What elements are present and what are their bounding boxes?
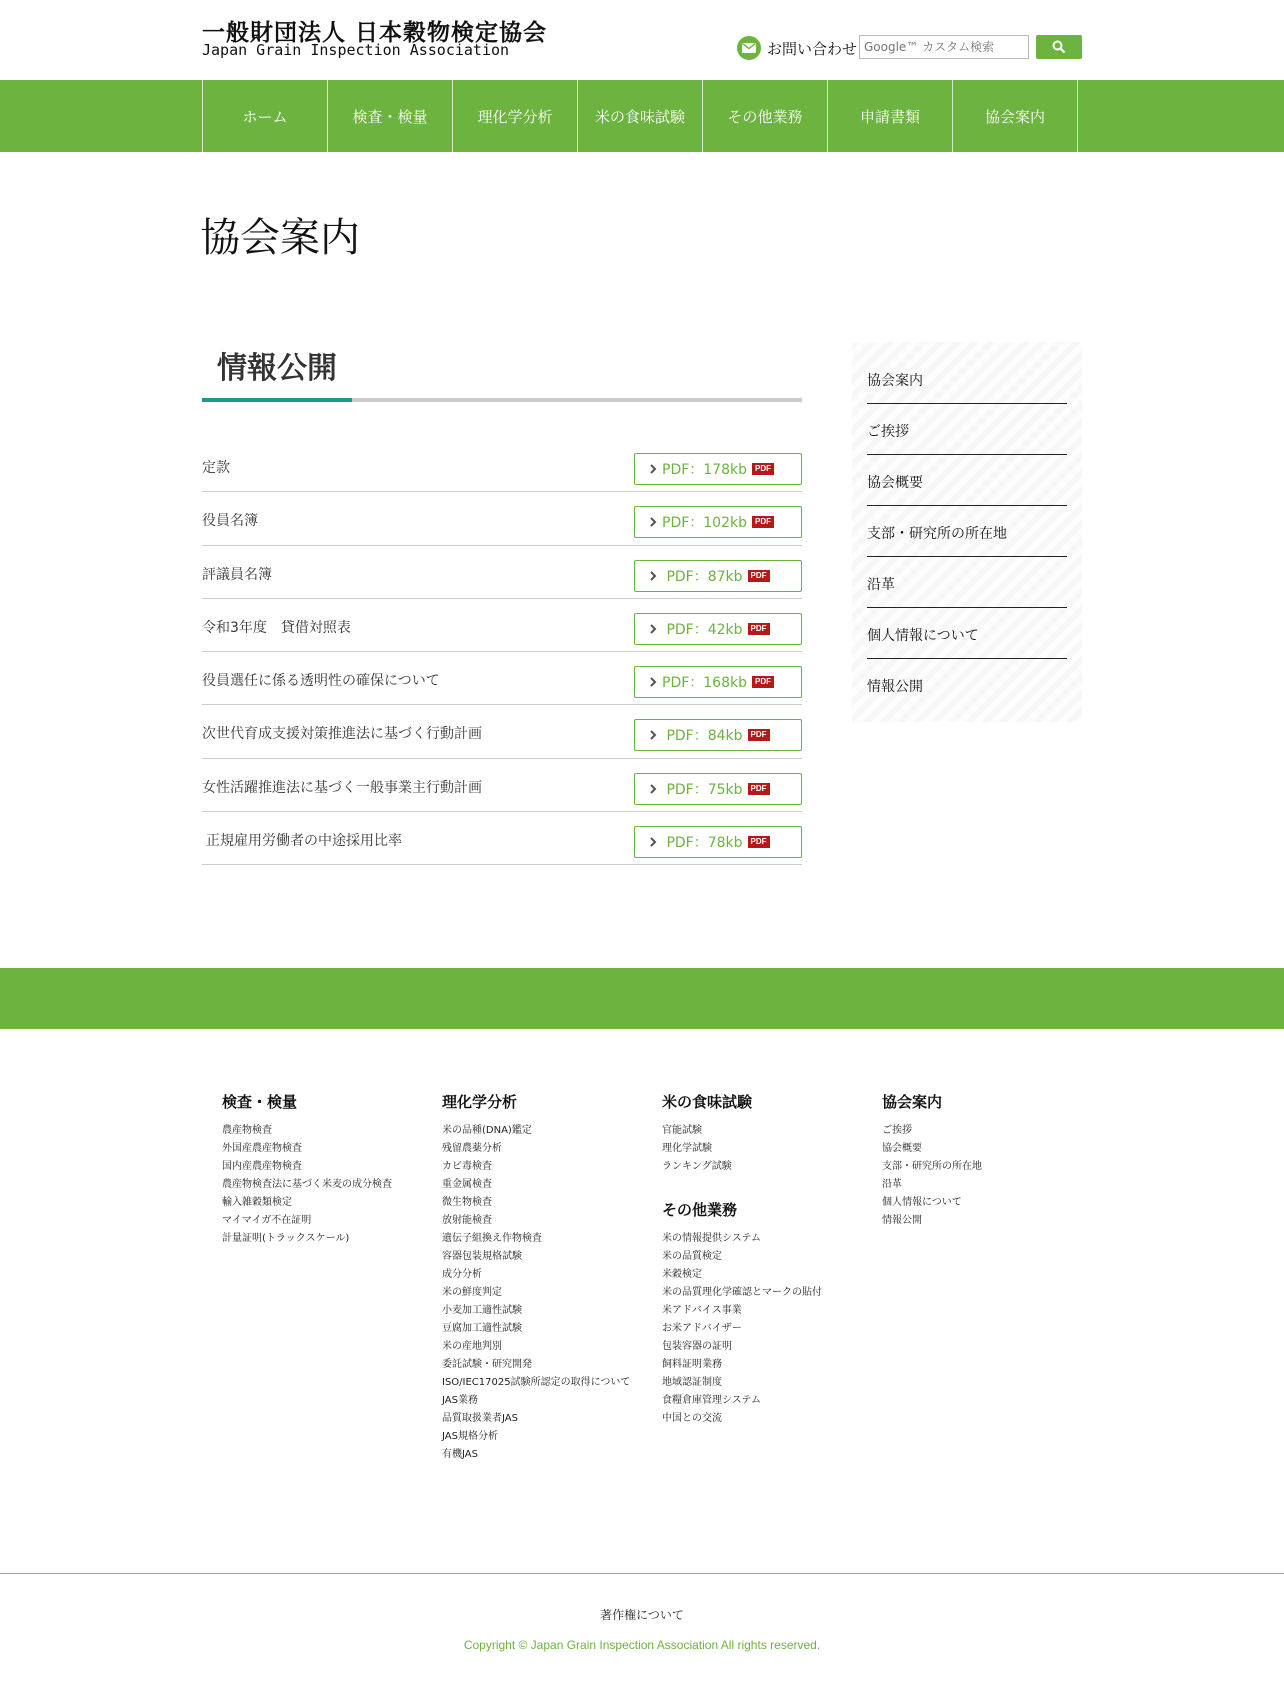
footer-link[interactable]: 微生物検査 xyxy=(442,1197,492,1208)
pdf-size-label: PDF：168kb xyxy=(662,675,747,692)
footer-column-title[interactable]: 理化学分析 xyxy=(442,1093,518,1111)
footer-link[interactable]: マイマイガ不在証明 xyxy=(222,1215,312,1226)
contact-link[interactable] xyxy=(737,36,857,60)
footer-link[interactable]: 支部・研究所の所在地 xyxy=(882,1161,982,1172)
footer-link[interactable]: 計量証明(トラックスケール) xyxy=(222,1233,350,1244)
chevron-right-icon xyxy=(647,836,659,848)
copyright-text: Copyright © Japan Grain Inspection Association All rights reserved. xyxy=(463,1638,821,1652)
pdf-icon: PDF xyxy=(748,570,770,582)
nav-other-services[interactable]: その他業務 xyxy=(703,80,828,152)
footer-link[interactable]: ランキング試験 xyxy=(662,1161,732,1172)
footer-link[interactable]: 米の品質検定 xyxy=(662,1251,722,1262)
pdf-download-button[interactable] xyxy=(634,773,802,805)
footer-link[interactable]: 地域認証制度 xyxy=(662,1377,722,1388)
footer-link[interactable]: 放射能検査 xyxy=(442,1215,492,1226)
footer-link[interactable]: 官能試験 xyxy=(662,1125,702,1136)
chevron-right-icon xyxy=(647,729,659,741)
footer-column-title[interactable]: 協会案内 xyxy=(882,1093,943,1111)
chevron-right-icon xyxy=(647,516,659,528)
contact-label: お問い合わせ xyxy=(767,39,858,58)
footer-column-taste-test xyxy=(662,1092,822,1428)
footer-link-list xyxy=(662,1230,822,1428)
pdf-download-button[interactable] xyxy=(634,560,802,592)
sidebar-item-overview[interactable]: 協会概要 xyxy=(867,455,1067,506)
pdf-icon: PDF xyxy=(748,783,770,795)
document-row xyxy=(202,439,802,492)
sidebar-item-about[interactable]: 協会案内 xyxy=(867,353,1067,404)
nav-analysis[interactable]: 理化学分析 xyxy=(453,80,578,152)
document-row xyxy=(202,492,802,545)
footer-link[interactable]: 包装容器の証明 xyxy=(662,1341,732,1352)
footer-link-list xyxy=(222,1122,392,1248)
logo-title-en[interactable]: Japan Grain Inspection Association xyxy=(202,41,510,59)
pdf-size-label: PDF：42kb xyxy=(666,621,743,638)
document-title: 役員名簿 xyxy=(202,513,258,530)
pdf-download-button[interactable] xyxy=(634,506,802,538)
footer-column-title[interactable]: その他業務 xyxy=(662,1201,738,1219)
footer-link[interactable]: 有機JAS xyxy=(442,1449,478,1460)
footer-link[interactable]: お米アドバイザー xyxy=(662,1323,742,1334)
chevron-right-icon xyxy=(647,623,659,635)
document-title: 令和3年度 貸借対照表 xyxy=(202,619,351,636)
document-title: 役員選任に係る透明性の確保について xyxy=(202,673,440,690)
footer-link[interactable]: 理化学試験 xyxy=(662,1143,712,1154)
page-title: 協会案内 xyxy=(200,215,360,261)
document-list xyxy=(202,439,802,865)
document-row xyxy=(202,759,802,812)
footer-link[interactable]: 農産物検査法に基づく米麦の成分検査 xyxy=(222,1179,392,1190)
pdf-icon: PDF xyxy=(752,516,774,528)
footer-link[interactable]: カビ毒検査 xyxy=(442,1161,492,1172)
footer-link[interactable]: 容器包装規格試験 xyxy=(442,1251,522,1262)
footer-divider xyxy=(0,1573,1284,1574)
sidebar xyxy=(852,342,1082,722)
document-title: 正規雇用労働者の中途採用比率 xyxy=(206,833,402,850)
footer-link[interactable]: 農産物検査 xyxy=(222,1125,272,1136)
footer-link[interactable]: ご挨拶 xyxy=(882,1125,912,1136)
document-title: 女性活躍推進法に基づく一般事業主行動計画 xyxy=(202,779,482,796)
footer-link[interactable]: 国内産農産物検査 xyxy=(222,1161,302,1172)
pdf-icon: PDF xyxy=(748,836,770,848)
pdf-download-button[interactable] xyxy=(634,453,802,485)
pdf-download-button[interactable] xyxy=(634,826,802,858)
pdf-size-label: PDF：102kb xyxy=(662,515,747,532)
footer-link[interactable]: 協会概要 xyxy=(882,1143,922,1154)
footer-link[interactable]: 小麦加工適性試験 xyxy=(442,1305,522,1316)
search-button[interactable] xyxy=(1036,35,1082,59)
pdf-size-label: PDF：75kb xyxy=(666,781,743,798)
footer-band xyxy=(0,968,1284,1029)
search-icon xyxy=(1052,40,1066,54)
footer-link[interactable]: JAS業務 xyxy=(442,1395,478,1406)
heading-underline-accent xyxy=(202,398,352,402)
document-title: 次世代育成支援対策推進法に基づく行動計画 xyxy=(202,726,482,743)
heading-underline xyxy=(202,398,802,402)
chevron-right-icon xyxy=(647,463,659,475)
footer-link-list xyxy=(882,1122,982,1230)
copyright-policy-link[interactable]: 著作権について xyxy=(600,1608,684,1622)
footer-link-list xyxy=(442,1122,630,1464)
footer-link[interactable]: 米アドバイス事業 xyxy=(662,1305,742,1316)
sidebar-item-greeting[interactable]: ご挨拶 xyxy=(867,404,1067,455)
pdf-download-button[interactable] xyxy=(634,613,802,645)
footer-column-inspection xyxy=(222,1092,392,1248)
footer-column-title[interactable]: 米の食味試験 xyxy=(662,1093,753,1111)
footer-link[interactable]: 米の情報提供システム xyxy=(662,1233,761,1244)
chevron-right-icon xyxy=(647,783,659,795)
footer-link[interactable]: 残留農薬分析 xyxy=(442,1143,502,1154)
pdf-download-button[interactable] xyxy=(634,666,802,698)
footer-column-analysis xyxy=(442,1092,630,1464)
pdf-download-button[interactable] xyxy=(634,719,802,751)
footer-link[interactable]: 米の産地判別 xyxy=(442,1341,502,1352)
footer-column-about xyxy=(882,1092,982,1230)
footer-link[interactable]: 委託試験・研究開発 xyxy=(442,1359,532,1370)
pdf-icon: PDF xyxy=(748,729,770,741)
search-input[interactable] xyxy=(859,35,1029,59)
document-row xyxy=(202,812,802,865)
footer-link[interactable]: 個人情報について xyxy=(882,1197,962,1208)
nav-application-forms[interactable]: 申請書類 xyxy=(828,80,953,152)
footer-link[interactable]: JAS規格分析 xyxy=(442,1431,498,1442)
footer-link[interactable]: 飼料証明業務 xyxy=(662,1359,722,1370)
nav-about[interactable]: 協会案内 xyxy=(953,80,1078,152)
chevron-right-icon xyxy=(647,676,659,688)
footer-link[interactable]: 情報公開 xyxy=(882,1215,922,1226)
pdf-size-label: PDF：87kb xyxy=(666,568,743,585)
sidebar-item-locations[interactable]: 支部・研究所の所在地 xyxy=(867,506,1067,557)
mail-icon xyxy=(737,36,761,60)
chevron-right-icon xyxy=(647,570,659,582)
document-title: 定款 xyxy=(202,460,230,476)
site-header xyxy=(0,0,1284,80)
nav-home[interactable]: ホーム xyxy=(203,80,328,152)
footer-link[interactable]: 外国産農産物検査 xyxy=(222,1143,302,1154)
footer-link-list xyxy=(662,1122,822,1176)
document-row xyxy=(202,652,802,705)
pdf-icon: PDF xyxy=(748,623,770,635)
section-heading: 情報公開 xyxy=(217,351,337,386)
footer-link[interactable]: 米の鮮度判定 xyxy=(442,1287,502,1298)
pdf-size-label: PDF：178kb xyxy=(662,462,747,478)
pdf-size-label: PDF：84kb xyxy=(666,728,743,745)
sidebar-item-privacy[interactable]: 個人情報について xyxy=(867,608,1067,659)
pdf-icon: PDF xyxy=(752,463,774,475)
nav-inspection[interactable]: 検査・検量 xyxy=(328,80,453,152)
global-nav xyxy=(0,80,1284,152)
sidebar-item-disclosure[interactable]: 情報公開 xyxy=(867,679,923,695)
footer-link[interactable]: 輸入雑穀類検定 xyxy=(222,1197,292,1208)
pdf-icon: PDF xyxy=(752,676,774,688)
document-row xyxy=(202,546,802,599)
footer-link[interactable]: 遺伝子組換え作物検査 xyxy=(442,1233,542,1244)
footer-link[interactable]: 米穀検定 xyxy=(662,1269,702,1280)
footer-link[interactable]: 米の品質理化学確認とマークの貼付 xyxy=(662,1287,822,1298)
footer-link[interactable]: 食糧倉庫管理システム xyxy=(662,1395,761,1406)
nav-taste-test[interactable]: 米の食味試験 xyxy=(578,80,703,152)
footer-link[interactable]: 品質取扱業者JAS xyxy=(442,1413,518,1424)
footer-link[interactable]: 沿革 xyxy=(882,1179,902,1190)
footer-link[interactable]: 米の品種(DNA)鑑定 xyxy=(442,1125,532,1136)
footer-link[interactable]: 成分分析 xyxy=(442,1269,482,1280)
sidebar-item-history[interactable]: 沿革 xyxy=(867,557,1067,608)
document-title: 評議員名簿 xyxy=(202,566,272,583)
footer-link[interactable]: 豆腐加工適性試験 xyxy=(442,1323,522,1334)
pdf-size-label: PDF：78kb xyxy=(666,835,743,852)
footer-column-title[interactable]: 検査・検量 xyxy=(222,1093,298,1111)
footer-link[interactable]: 中国との交流 xyxy=(662,1413,722,1424)
document-row xyxy=(202,599,802,652)
document-row xyxy=(202,705,802,758)
logo-title-jp[interactable]: 一般財団法人 日本穀物検定協会 xyxy=(202,20,548,46)
footer-link[interactable]: ISO/IEC17025試験所認定の取得について xyxy=(442,1377,631,1388)
footer-link[interactable]: 重金属検査 xyxy=(442,1179,492,1190)
